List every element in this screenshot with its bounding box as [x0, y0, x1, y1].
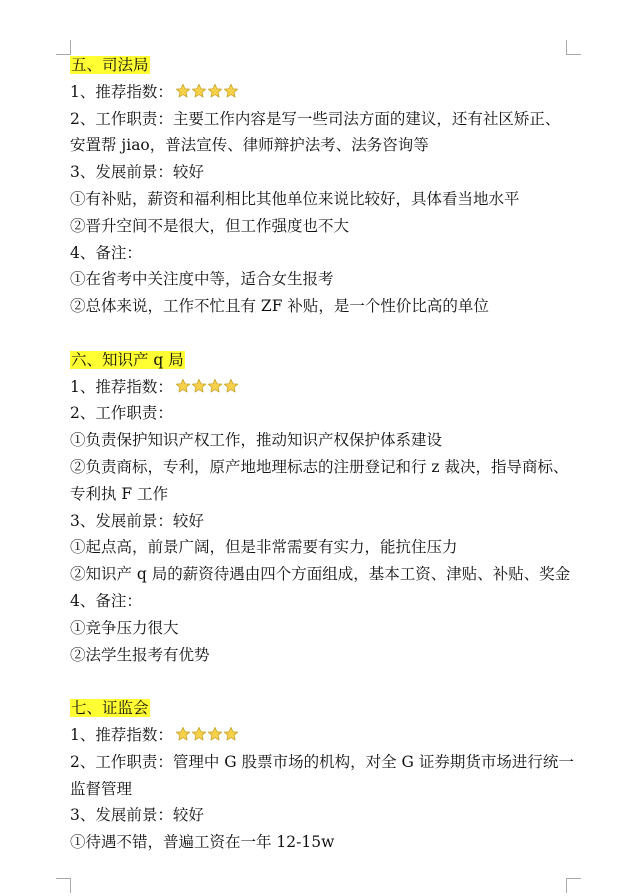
section-spacer [70, 668, 575, 695]
prospect-text: 3、发展前景：较好 [70, 511, 204, 530]
duty-label: 2、工作职责： [70, 404, 173, 423]
page-corner-top-left [56, 40, 71, 55]
star-icon [191, 726, 207, 742]
prospect-item: ①有补贴，薪资和福利相比其他单位来说比较好，具体看当地水平 [70, 189, 520, 208]
star-icon [223, 378, 239, 394]
notes-label: 4、备注： [70, 243, 142, 262]
rating-row [70, 374, 575, 401]
prospect-text: 3、发展前景：较好 [70, 163, 204, 182]
duty-item: ①负责保护知识产权工作，推动知识产权保护体系建设 [70, 431, 443, 450]
star-icon [175, 378, 191, 394]
star-icon [223, 726, 239, 742]
note-item: ①在省考中关注度中等，适合女生报考 [70, 270, 334, 289]
star-icon [175, 83, 191, 99]
note-item: ②法学生报考有优势 [70, 645, 210, 664]
rating-stars [175, 81, 239, 108]
star-icon [191, 378, 207, 394]
prospect-item: ①起点高，前景广阔，但是非常需要有实力，能抗住压力 [70, 538, 458, 557]
section-spacer [70, 320, 575, 347]
section-heading-judicial-bureau: 五、司法局 [71, 56, 149, 74]
notes-label: 4、备注： [70, 591, 142, 610]
prospect-item: ②知识产 q 局的薪资待遇由四个方面组成，基本工资、津贴、补贴、奖金 [70, 565, 571, 584]
page-corner-bottom-left [56, 878, 71, 893]
duty-item: ②负责商标，专利，原产地地理标志的注册登记和行 z 裁决，指导商标、专利执 F 工作 [70, 457, 569, 503]
duty-text: 2、工作职责：主要工作内容是写一些司法方面的建议，还有社区矫正、安置帮 jiao，普法宣传、律师辩护法考、法务咨询等 [70, 109, 561, 155]
rating-row [70, 722, 575, 749]
prospect-text: 3、发展前景：较好 [70, 806, 204, 825]
rating-label: 1、推荐指数： [70, 725, 173, 744]
page-corner-bottom-right [566, 878, 581, 893]
document-body [70, 52, 575, 856]
rating-label: 1、推荐指数： [70, 82, 173, 101]
note-item: ②总体来说，工作不忙且有 ZF 补贴，是一个性价比高的单位 [70, 297, 489, 316]
section-heading-ip-bureau: 六、知识产 q 局 [71, 350, 184, 369]
rating-row [70, 79, 575, 106]
duty-text: 2、工作职责：管理中 G 股票市场的机构，对全 G 证券期货市场进行统一监督管理 [70, 752, 574, 798]
prospect-item: ①待遇不错，普遍工资在一年 12-15w [70, 833, 335, 852]
note-item: ①竞争压力很大 [70, 618, 179, 637]
star-icon [207, 726, 223, 742]
star-icon [223, 83, 239, 99]
star-icon [175, 726, 191, 742]
star-icon [191, 83, 207, 99]
rating-stars [175, 376, 239, 403]
star-icon [207, 378, 223, 394]
prospect-item: ②晋升空间不是很大，但工作强度也不大 [70, 216, 350, 235]
section-heading-csrc: 七、证监会 [71, 699, 149, 718]
rating-label: 1、推荐指数： [70, 377, 173, 396]
rating-stars [175, 724, 239, 751]
star-icon [207, 83, 223, 99]
